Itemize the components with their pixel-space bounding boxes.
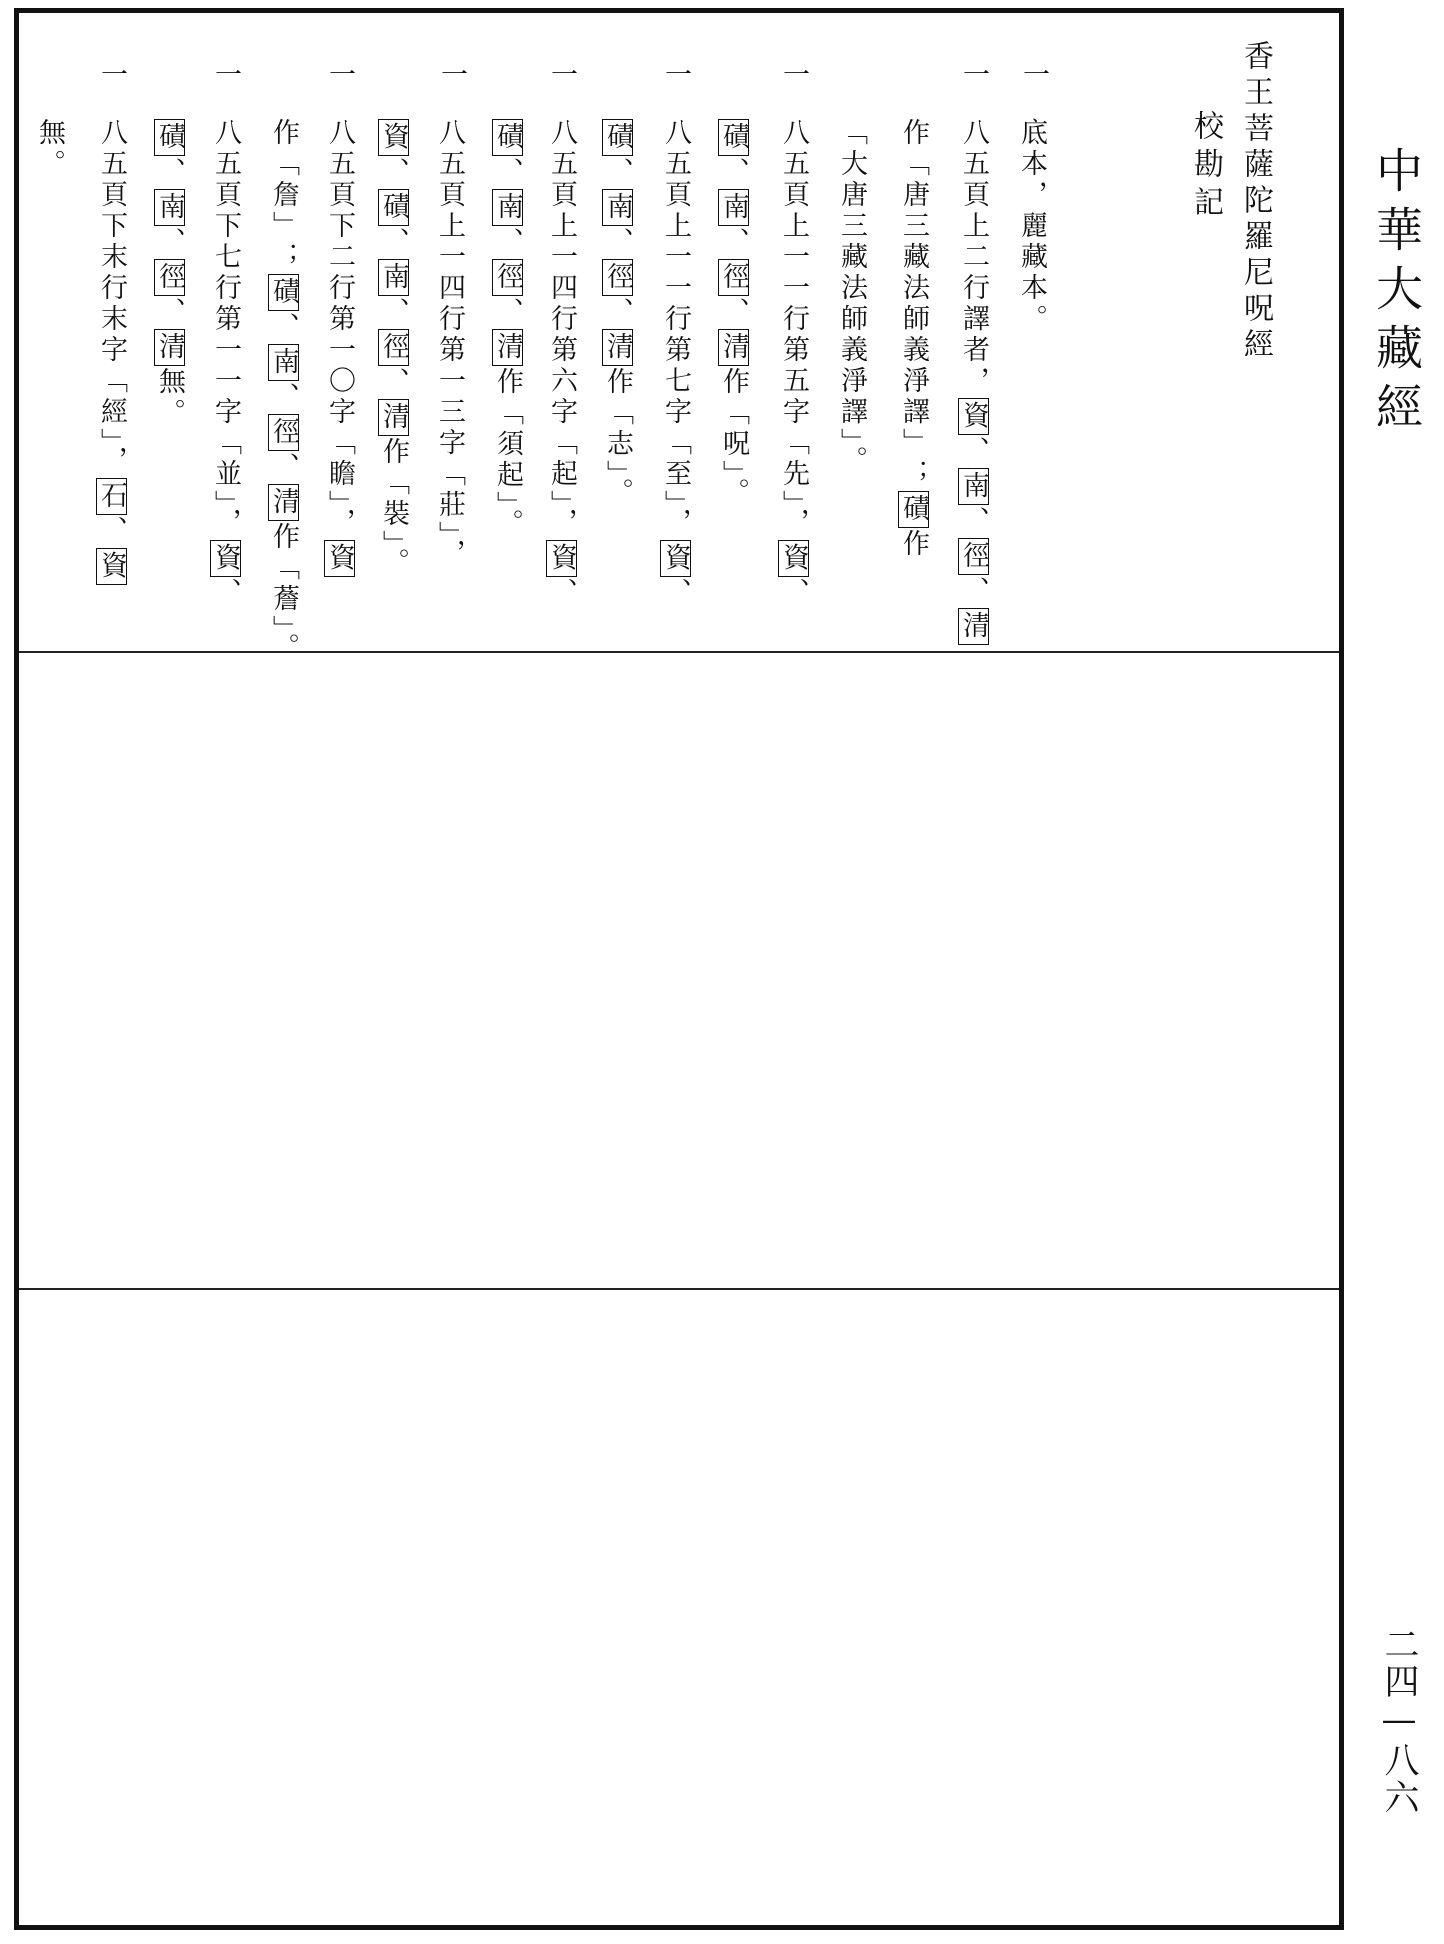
note-text: 「大唐三藏法師義淨譯」。 [836,118,867,477]
edition-abbrev: 資 [660,540,691,577]
note-text: 八五頁下二行第一〇字「瞻」， [324,118,355,539]
note-column [660,118,691,609]
edition-abbrev: 磧 [492,119,523,156]
edition-abbrev: 清 [492,329,523,366]
edition-abbrev: 資 [378,119,409,156]
edition-abbrev: 資 [210,540,241,577]
note-text: 、 [378,367,409,398]
note-text: 作「裝」。 [378,437,409,579]
edition-abbrev: 南 [154,189,185,226]
section-divider [19,1288,1339,1290]
note-text: 、 [154,157,185,188]
note-text: 八五頁下七行第一一字「並」， [210,118,241,539]
note-column [96,118,127,586]
note-text: 作「志」。 [602,367,633,509]
edition-abbrev: 南 [602,189,633,226]
note-column [268,118,299,664]
note-text: 作「詹」； [268,118,299,273]
note-marker: 一 [324,60,355,87]
edition-abbrev: 南 [718,189,749,226]
note-text: 、 [718,297,749,328]
note-text: 作 [898,529,929,560]
section-divider [19,651,1339,653]
note-text: 、 [958,576,989,607]
edition-abbrev: 徑 [958,538,989,575]
note-text: 、 [958,506,989,537]
edition-abbrev: 磧 [154,119,185,156]
edition-abbrev: 南 [492,189,523,226]
note-marker: 一 [958,60,989,87]
page-number: 二四—八六 [1379,1626,1419,1816]
edition-abbrev: 南 [378,259,409,296]
note-column [898,118,929,560]
edition-abbrev: 清 [958,608,989,645]
note-text: 作「唐三藏法師義淨譯」； [898,118,929,490]
note-text: 、 [602,227,633,258]
note-text: 八五頁上一一行第七字「至」， [660,118,691,539]
edition-abbrev: 資 [324,540,355,577]
note-column [492,118,523,540]
note-marker: 一 [660,60,691,87]
note-text: 無。 [34,118,65,180]
collation-notes-heading: 校勘記 [1188,110,1223,224]
edition-abbrev: 資 [546,540,577,577]
edition-abbrev: 清 [268,484,299,521]
note-column [154,118,185,429]
note-marker: 一 [778,60,809,87]
note-column [546,118,577,609]
edition-abbrev: 南 [268,344,299,381]
note-column [602,118,633,509]
edition-abbrev: 清 [718,329,749,366]
note-marker: 一 [96,60,127,87]
edition-abbrev: 清 [154,329,185,366]
note-text: 、 [718,227,749,258]
note-column [36,118,63,180]
note-column [324,118,355,578]
note-text: 無。 [154,367,185,429]
note-text: 、 [268,452,299,483]
edition-abbrev: 清 [378,399,409,436]
edition-abbrev: 徑 [492,259,523,296]
edition-abbrev: 資 [778,540,809,577]
note-text: 、 [154,297,185,328]
note-text: 八五頁下末行末字「經」， [96,118,127,477]
edition-abbrev: 徑 [718,259,749,296]
note-text: 八五頁上一四行第六字「起」， [546,118,577,539]
note-text: 、 [268,382,299,413]
note-column [778,118,809,609]
edition-abbrev: 南 [958,468,989,505]
edition-abbrev: 徑 [154,259,185,296]
edition-abbrev: 石 [96,478,127,515]
note-marker: 一 [546,60,577,87]
note-column [1018,118,1045,335]
note-text: 、 [378,157,409,188]
note-text: 、 [378,227,409,258]
note-marker: 一 [1018,60,1049,87]
note-text: 作「須起」。 [492,367,523,540]
note-text: 、 [210,577,241,609]
note-text: 、 [268,312,299,343]
note-text: 、 [154,227,185,258]
edition-abbrev: 徑 [602,259,633,296]
note-text: 、 [602,157,633,188]
note-text: 、 [96,515,127,547]
note-text: 、 [958,436,989,467]
sutra-title: 香王菩薩陀羅尼呪經 [1238,40,1273,364]
note-text: 、 [492,297,523,328]
note-column [838,118,865,477]
note-column [718,118,749,509]
note-text: 作「呪」。 [718,367,749,509]
note-text: 八五頁上二行譯者， [958,118,989,397]
note-text: 八五頁上一四行第一三字「莊」， [434,118,465,570]
edition-abbrev: 徑 [268,414,299,451]
edition-abbrev: 資 [958,398,989,435]
edition-abbrev: 磧 [602,119,633,156]
note-column [436,118,463,570]
note-text: 、 [492,227,523,258]
note-column [210,118,241,609]
edition-abbrev: 資 [96,548,127,585]
note-text: 、 [602,297,633,328]
note-text: 、 [660,577,691,609]
edition-abbrev: 清 [602,329,633,366]
edition-abbrev: 磧 [898,491,929,528]
note-text: 、 [718,157,749,188]
note-text: 底本，麗藏本。 [1016,118,1047,335]
note-text: 、 [378,297,409,328]
note-marker: 一 [436,60,467,87]
note-column [958,118,989,646]
note-text: 、 [546,577,577,609]
note-text: 作「薝」。 [268,522,299,664]
edition-abbrev: 磧 [268,274,299,311]
note-column [378,118,409,579]
collection-title: 中華大藏經 [1368,146,1423,441]
edition-abbrev: 徑 [378,329,409,366]
note-text: 、 [778,577,809,609]
note-text: 八五頁上一一行第五字「先」， [778,118,809,539]
edition-abbrev: 磧 [718,119,749,156]
note-marker: 一 [210,60,241,87]
note-text: 、 [492,157,523,188]
edition-abbrev: 磧 [378,189,409,226]
